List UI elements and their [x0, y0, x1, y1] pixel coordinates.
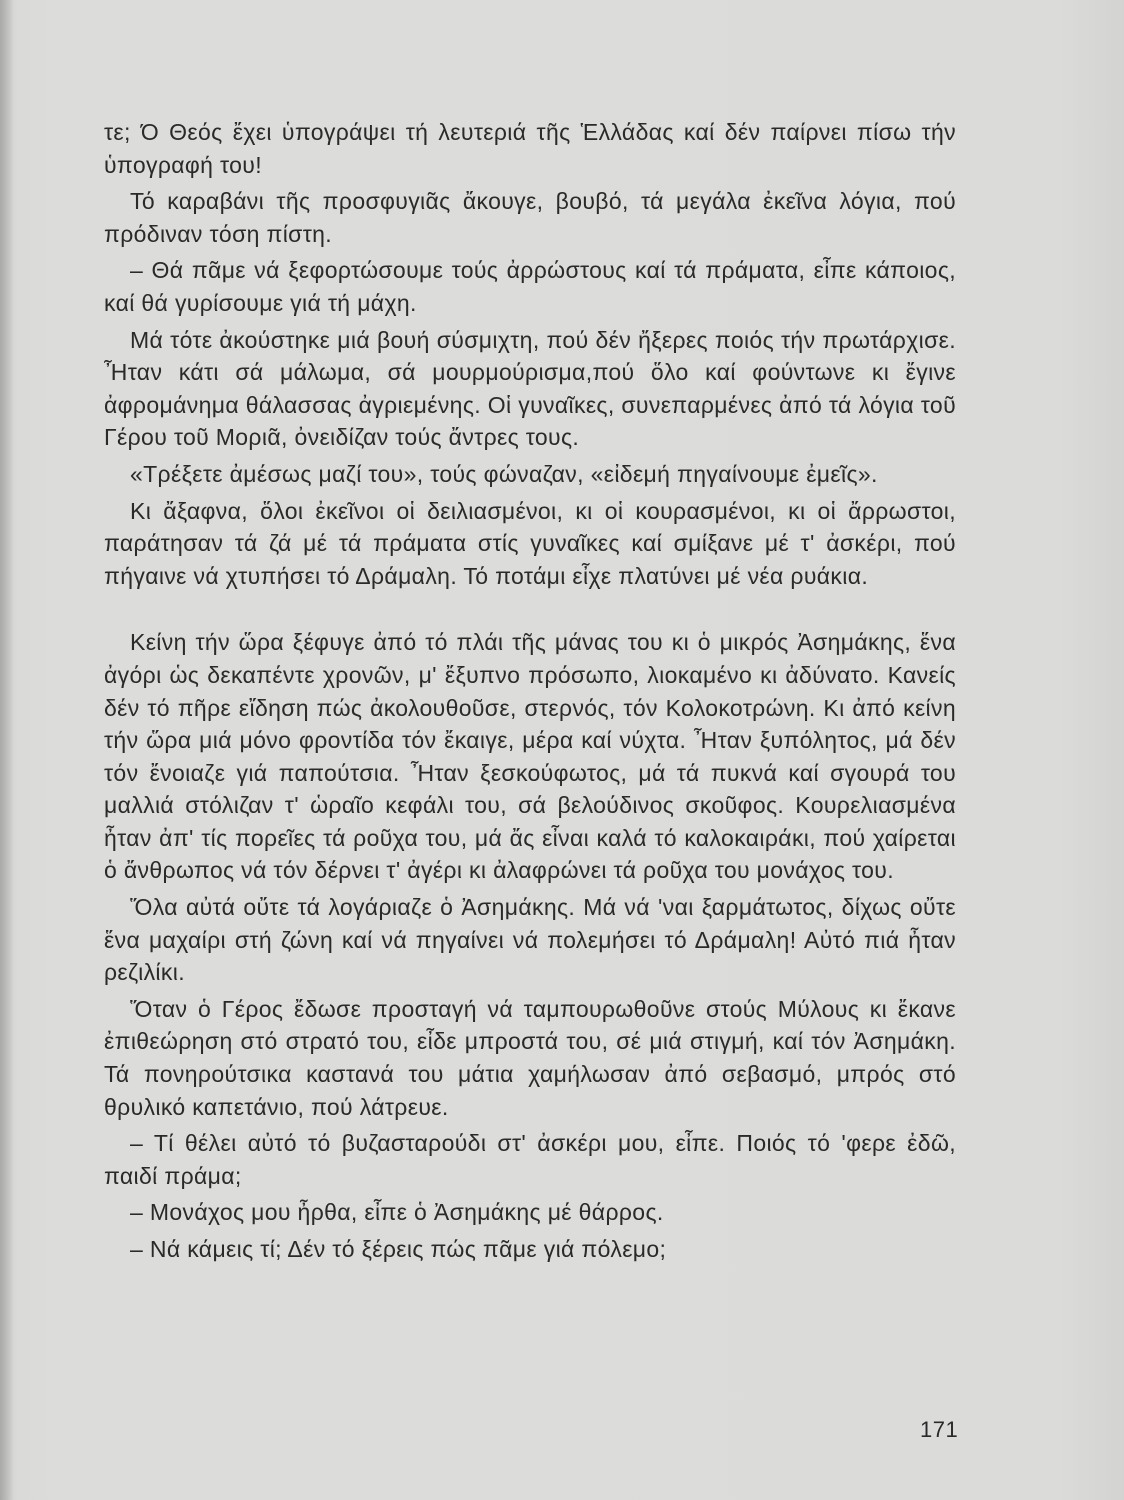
dialogue-line: – Τί θέλει αὐτό τό βυζασταρούδι στ' ἀσκέρι μου, εἶπε. Ποιός τό 'φερε ἐδῶ, παιδί πράμα;: [104, 1130, 956, 1189]
paragraph: Τό καραβάνι τῆς προσφυγιᾶς ἄκουγε, βουβό, τά μεγάλα ἐκεῖνα λόγια, πού πρόδιναν τόση πίστη.: [104, 188, 956, 247]
dialogue-line: – Μονάχος μου ἦρθα, εἶπε ὁ Ἀσημάκης μέ θάρρος.: [130, 1199, 664, 1226]
section-break: [104, 596, 956, 626]
page-text: [104, 116, 956, 1270]
dialogue-line: – Θά πᾶμε νά ξεφορτώσουμε τούς ἀρρώστους καί τά πράματα, εἶπε κάποιος, καί θά γυρίσουμε γιά τή μάχη.: [104, 257, 956, 316]
paragraph: Ὅλα αὐτά οὔτε τά λογάριαζε ὁ Ἀσημάκης. Μά νά 'ναι ξαρμάτωτος, δίχως οὔτε ἕνα μαχαίρι στή ζώνη καί νά πηγαίνει νά πολεμήσει τό Δράμαλη! Αὐτό πιά ἦταν ρεζιλίκι.: [104, 894, 956, 986]
paragraph: Μά τότε ἀκούστηκε μιά βουή σύσμιχτη, πού δέν ἤξερες ποιός τήν πρωτάρχισε. Ἦταν κάτι σά μάλωμα, σά μουρμούρισμα,πού ὅλο καί φούντωνε κι ἔγινε ἀφρομάνημα θάλασσας ἀγριεμένης. Οἱ γυναῖκες, συνεπαρμένες ἀπό τά λόγια τοῦ Γέρου τοῦ Μοριᾶ, ὀνειδίζαν τούς ἄντρες τους.: [104, 326, 956, 451]
paragraph: Κείνη τήν ὥρα ξέφυγε ἀπό τό πλάι τῆς μάνας του κι ὁ μικρός Ἀσημάκης, ἕνα ἀγόρι ὡς δεκαπέντε χρονῶν, μ' ἔξυπνο πρόσωπο, λιοκαμένο κι ἀδύνατο. Κανείς δέν τό πῆρε εἴδηση πώς ἀκολουθοῦσε, στερνός, τόν Κολοκοτρώνη. Κι ἀπό κείνη τήν ὥρα μιά μόνο φροντίδα τόν ἔκαιγε, μέρα καί νύχτα. Ἦταν ξυπόλητος, μά δέν τόν ἔνοιαζε γιά παπούτσια. Ἦταν ξεσκούφωτος, μά τά πυκνά καί σγουρά του μαλλιά στόλιζαν τ' ὡραῖο κεφάλι του, σά βελούδινος σκοῦφος. Κουρελιασμένα ἦταν ἀπ' τίς πορεῖες τά ροῦχα του, μά ἄς εἶναι καλά τό καλοκαιράκι, πού χαίρεται ὁ ἄνθρωπος νά τόν δέρνει τ' ἀγέρι κι ἀλαφρώνει τά ροῦχα του μονάχος του.: [104, 629, 956, 884]
page-number: 171: [920, 1417, 959, 1442]
dialogue-line: – Νά κάμεις τί; Δέν τό ξέρεις πώς πᾶμε γιά πόλεμο;: [130, 1236, 667, 1262]
paragraph: Ὅταν ὁ Γέρος ἔδωσε προσταγή νά ταμπουρωθοῦνε στούς Μύλους κι ἔκανε ἐπιθεώρηση στό στρατό του, εἶδε μπροστά του, σέ μιά στιγμή, καί τόν Ἀσημάκη. Τά πονηρούτσικα καστανά του μάτια χαμήλωσαν ἀπό σεβασμό, μπρός στό θρυλικό καπετάνιο, πού λάτρευε.: [104, 995, 956, 1120]
page-spine-shadow: [0, 0, 14, 1500]
paragraph: Κι ἄξαφνα, ὅλοι ἐκεῖνοι οἱ δειλιασμένοι, κι οἱ κουρασμένοι, κι οἱ ἄρρωστοι, παράτησαν τά ζά μέ τά πράματα στίς γυναῖκες καί σμίξανε μέ τ' ἀσκέρι, πού πήγαινε νά χτυπήσει τό Δράμαλη. Τό ποτάμι εἶχε πλατύνει μέ νέα ρυάκια.: [104, 497, 956, 589]
paragraph-continuation: τε; Ό Θεός ἔχει ὑπογράψει τή λευτεριά τῆς Ἑλλάδας καί δέν παίρνει πίσω τήν ὑπογραφή του!: [104, 119, 956, 178]
paragraph: «Τρέξετε ἀμέσως μαζί του», τούς φώναζαν, «εἰδεμή πηγαίνουμε ἐμεῖς».: [130, 460, 878, 487]
